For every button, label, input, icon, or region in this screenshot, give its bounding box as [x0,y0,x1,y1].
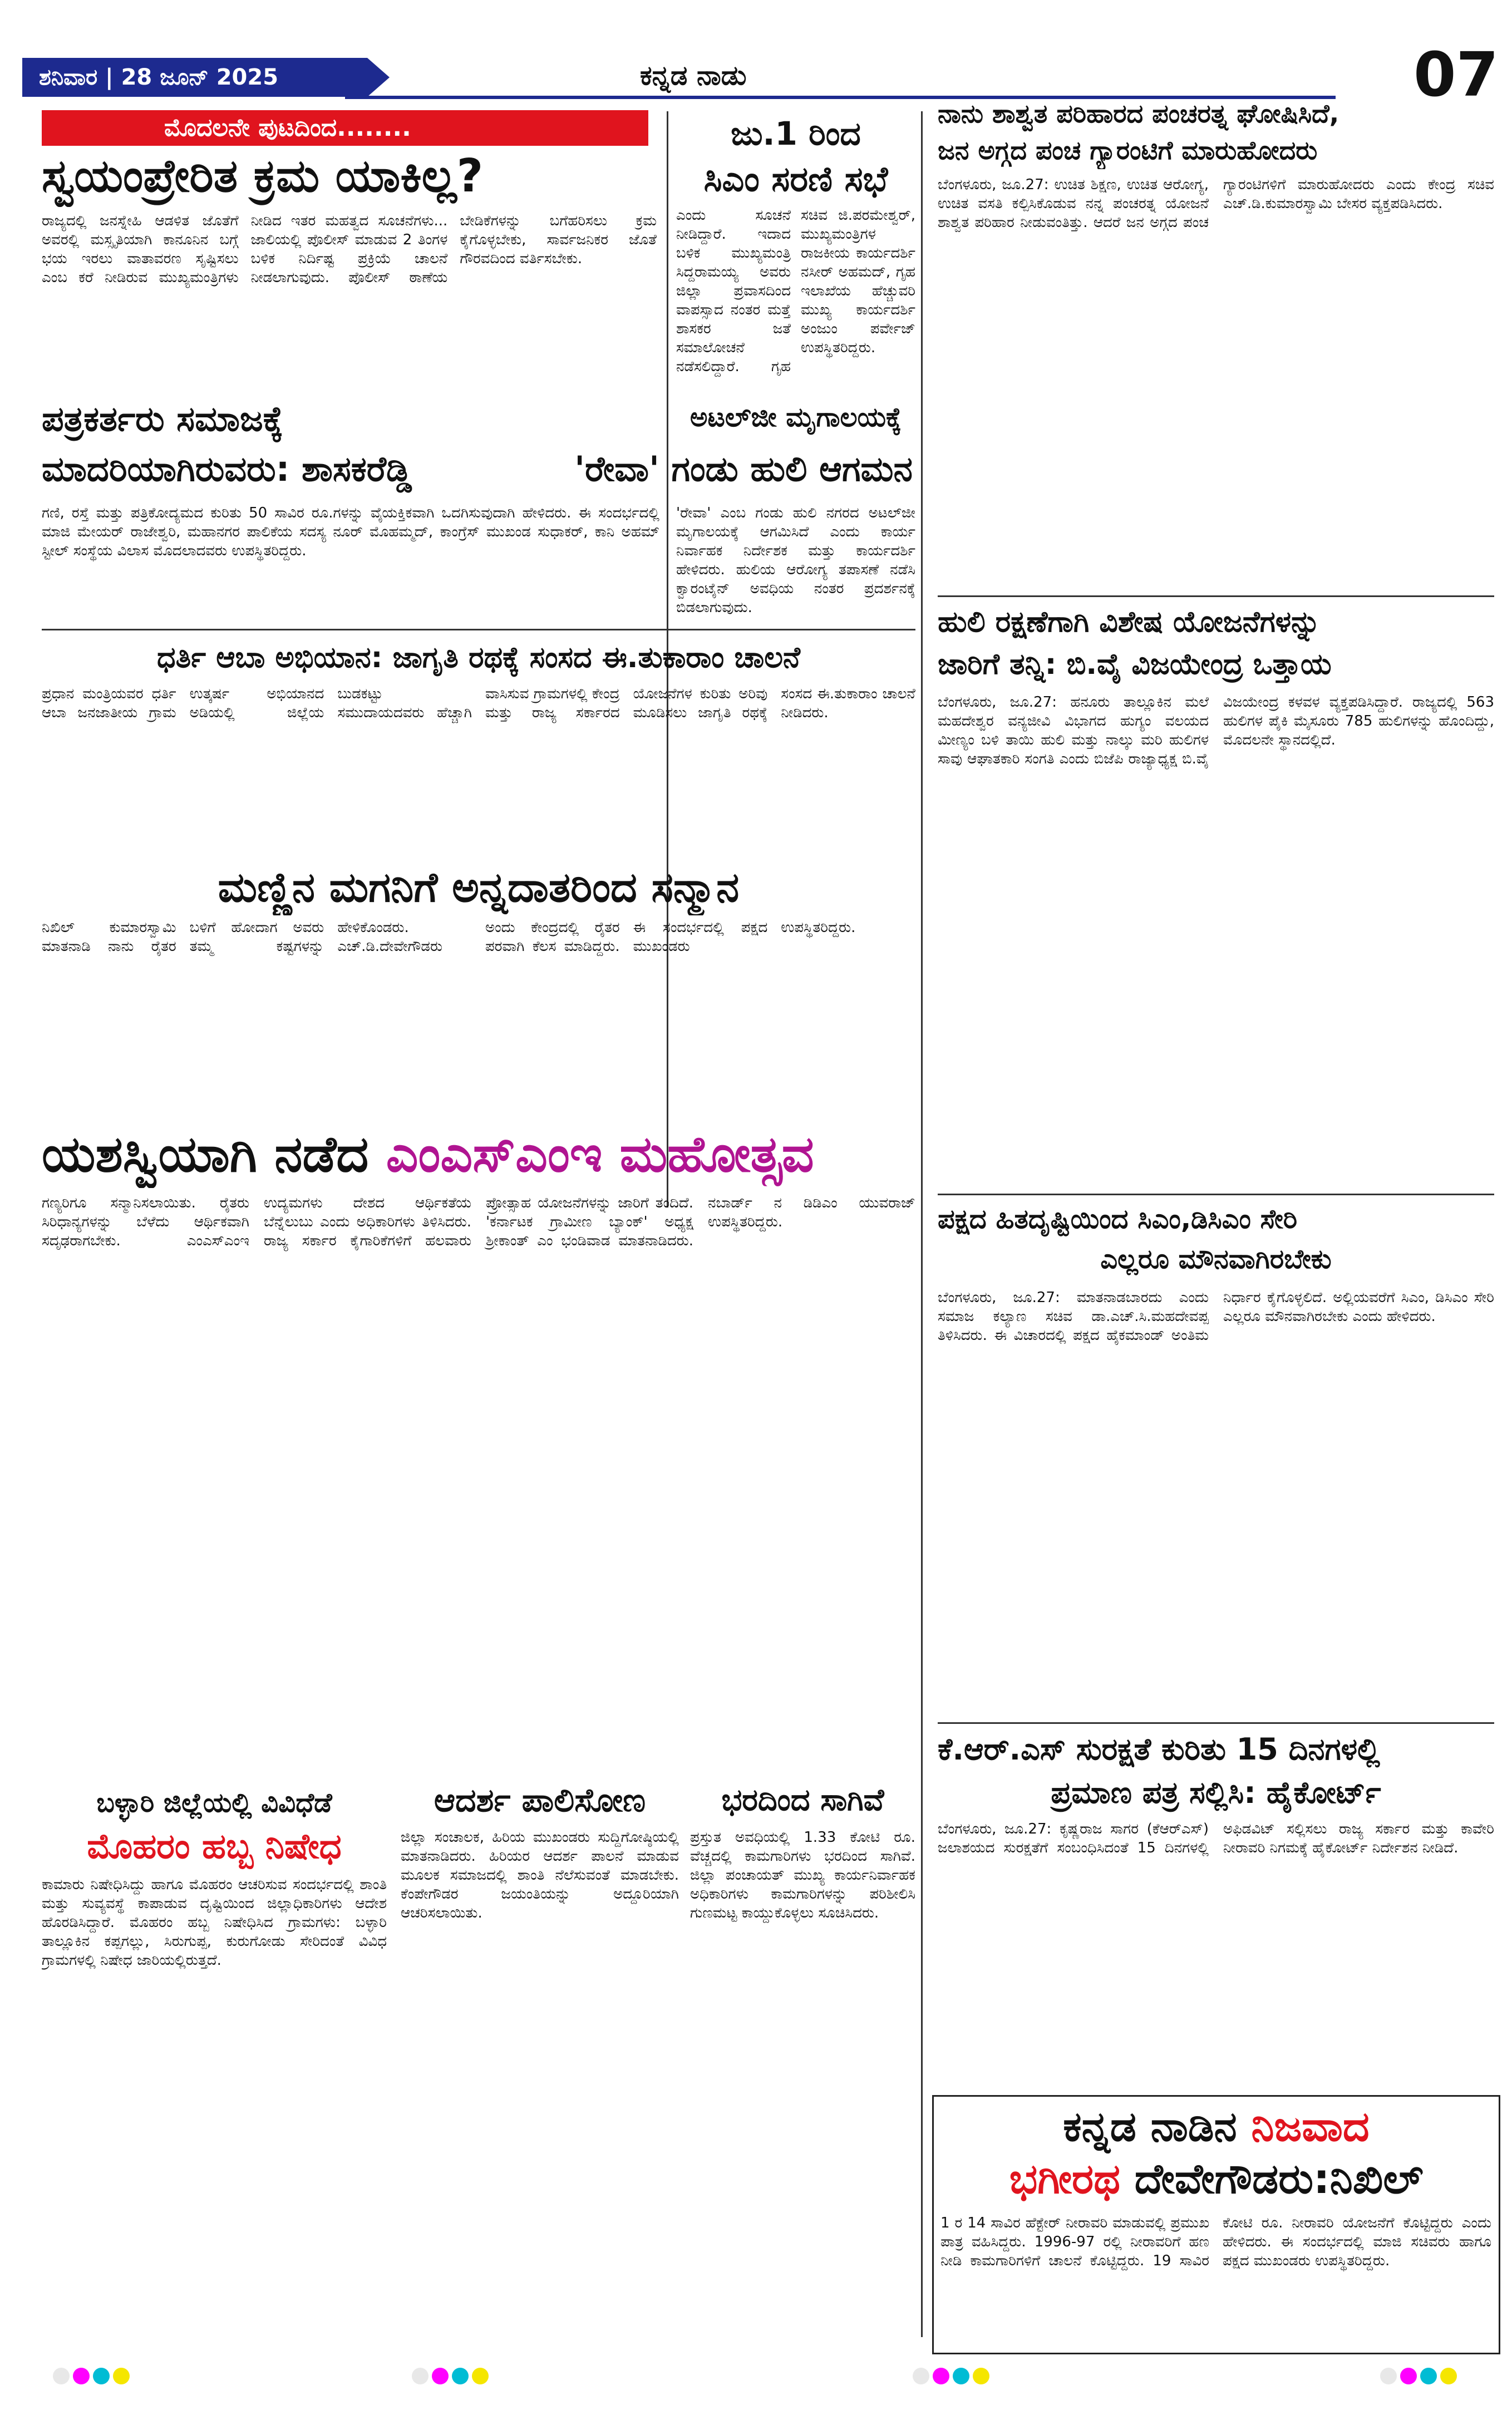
continued-banner: ಮೊದಲನೇ ಪುಟದಿಂದ........ [42,110,648,146]
headline-msme [42,1121,915,1188]
article-body: ನಿಖಿಲ್ ಕುಮಾರಸ್ವಾಮಿ ಮಾತನಾಡಿ ನಾನು ರೈತರ ಬಳಿಗೆ ಹೋದಾಗ ಅವರು ತಮ್ಮ ಕಷ್ಟಗಳನ್ನು ಹೇಳಿಕೊಂಡರು. ಎಚ್.ಡಿ.ದೇವೇಗೌಡರು ಅಂದು ಕೇಂದ್ರದಲ್ಲಿ ರೈತರ ಪರವಾಗಿ ಕೆಲಸ ಮಾಡಿದ್ದರು. ಈ ಸಂದರ್ಭದಲ್ಲಿ ಪಕ್ಷದ ಮುಖಂಡರು ಉಪಸ್ಥಿತರಿದ್ದರು. [42,919,856,955]
headline-tiger-1: ಹುಲಿ ರಕ್ಷಣೆಗಾಗಿ ವಿಶೇಷ ಯೋಜನೆಗಳನ್ನು [938,605,1321,639]
article-dharti-aba [42,684,915,851]
headline-voluntary-action: ಸ್ವಯಂಪ್ರೇರಿತ ಕ್ರಮ ಯಾಕಿಲ್ಲ? [42,150,484,203]
headline-moharram-1: ಬಳ್ಳಾರಿ ಜಿಲ್ಲೆಯಲ್ಲಿ ವಿವಿಧೆಡೆ [96,1787,332,1818]
article-party [938,1288,1494,1717]
headline-msme-part1: ಯಶಸ್ವಿಯಾಗಿ ನಡೆದ [42,1125,386,1184]
headline-journalists-2: ಮಾದರಿಯಾಗಿರುವರು: ಶಾಸಕರೆಡ್ಡಿ [42,449,412,489]
article-msme [42,1194,915,1772]
section-rule [938,595,1494,597]
article-body: 1 ರ 14 ಸಾವಿರ ಹೆಕ್ಟೇರ್ ನೀರಾವರಿ ಮಾಡುವಲ್ಲಿ ಪ್ರಮುಖ ಪಾತ್ರ ವಹಿಸಿದ್ದರು. 1996-97 ರಲ್ಲಿ ನೀರಾವರಿಗೆ ಹಣ ನೀಡಿ ಕಾಮಗಾರಿಗಳಿಗೆ ಚಾಲನೆ ಕೊಟ್ಟಿದ್ದರು. 19 ಸಾವಿರ ಕೋಟಿ ರೂ. ನೀರಾವರಿ ಯೋಜನೆಗೆ ಕೊಟ್ಟಿದ್ದರು ಎಂದು ಹೇಳಿದರು. ಈ ಸಂದರ್ಭದಲ್ಲಿ ಮಾಜಿ ಸಚಿವರು ಹಾಗೂ ಪಕ್ಷದ ಮುಖಂಡರು ಉಪಸ್ಥಿತರಿದ್ದರು. [940,2215,1491,2269]
article-progress [690,1828,915,2345]
article-cm-meeting [676,206,915,384]
article-moharram [42,1875,387,2348]
registration-marks [53,2368,136,2390]
column-divider [921,111,923,2337]
headline-journalists-1: ಪತ್ರಕರ್ತರು ಸಮಾಜಕ್ಕೆ [42,398,283,439]
article-body: ರಾಜ್ಯದಲ್ಲಿ ಜನಸ್ನೇಹಿ ಆಡಳಿತ ಜೊತೆಗೆ ಅವರಲ್ಲಿ ಮಸ್ಸೃತಿಯಾಗಿ ಕಾನೂನಿನ ಬಗ್ಗೆ ಭಯ ಇರಲು ವಾತಾವರಣ ಸೃಷ್ಟಿಸಲು ಎಂಬ ಕರೆ ನೀಡಿರುವ ಮುಖ್ಯಮಂತ್ರಿಗಳು ನೀಡಿದ ಇತರ ಮಹತ್ವದ ಸೂಚನೆಗಳು... ಜಾಲಿಯಲ್ಲಿ ಪೊಲೀಸ್ ಮಾಡುವ 2 ತಿಂಗಳ ಬಳಿಕ ನಿರ್ದಿಷ್ಟ ಪ್ರಕ್ರಿಯೆ ಚಾಲನೆ ನೀಡಲಾಗುವುದು. ಪೊಲೀಸ್ ಠಾಣೆಯ ಬೇಡಿಕೆಗಳನ್ನು ಬಗೆಹರಿಸಲು ಕ್ರಮ ಕೈಗೊಳ್ಳಬೇಕು, ಸಾರ್ವಜನಿಕರ ಜೊತೆ ಗೌರವದಿಂದ ವರ್ತಿಸಬೇಕು. [42,213,657,286]
article-body: ಕಾಮಾರು ನಿಷೇಧಿಸಿದ್ದು ಹಾಗೂ ಮೊಹರಂ ಆಚರಿಸುವ ಸಂದರ್ಭದಲ್ಲಿ ಶಾಂತಿ ಮತ್ತು ಸುವ್ಯವಸ್ಥೆ ಕಾಪಾಡುವ ದೃಷ್ಟಿಯಿಂದ ಜಿಲ್ಲಾಧಿಕಾರಿಗಳು ಆದೇಶ ಹೊರಡಿಸಿದ್ದಾರೆ. ಮೊಹರಂ ಹಬ್ಬ ನಿಷೇಧಿಸಿದ ಗ್ರಾಮಗಳು: ಬಳ್ಳಾರಿ ತಾಲ್ಲೂಕಿನ ಕಪ್ಪಗಲ್ಲು, ಸಿರುಗುಪ್ಪ, ಕುರುಗೋಡು ಸೇರಿದಂತೆ ವಿವಿಧ ಗ್ರಾಮಗಳಲ್ಲಿ ನಿಷೇಧ ಜಾರಿಯಲ್ಲಿರುತ್ತದೆ. [42,1876,387,1969]
registration-marks [412,2368,495,2390]
article-body: ಜಿಲ್ಲಾ ಸಂಚಾಲಕ, ಹಿರಿಯ ಮುಖಂಡರು ಸುದ್ದಿಗೋಷ್ಠಿಯಲ್ಲಿ ಮಾತನಾಡಿದರು. ಹಿರಿಯರ ಆದರ್ಶ ಪಾಲನೆ ಮಾಡುವ ಮೂಲಕ ಸಮಾಜದಲ್ಲಿ ಶಾಂತಿ ನೆಲೆಸುವಂತೆ ಮಾಡಬೇಕು. ಕೆಂಪೇಗೌಡರ ಜಯಂತಿಯನ್ನು ಅದ್ದೂರಿಯಾಗಿ ಆಚರಿಸಲಾಯಿತು. [401,1829,679,1921]
masthead: ಕನ್ನಡ ನಾಡು [640,60,747,91]
headline-dharti-aba: ಧರ್ತಿ ಆಬಾ ಅಭಿಯಾನ: ಜಾಗೃತಿ ರಥಕ್ಕೆ ಸಂಸದ ಈ.ತುಕಾರಾಂ ಚಾಲನೆ [157,641,800,674]
article-journalists [42,504,659,623]
article-nikhil-box [932,2095,1500,2354]
headline-son-of-soil: ಮಣ್ಣಿನ ಮಗನಿಗೆ ಅನ್ನದಾತರಿಂದ ಸನ್ಮಾನ [218,864,740,911]
article-body: ಬೆಂಗಳೂರು, ಜೂ.27: ಹನೂರು ತಾಲ್ಲೂಕಿನ ಮಲೆ ಮಹದೇಶ್ವರ ವನ್ಯಜೀವಿ ವಿಭಾಗದ ಹುಗ್ಯಂ ವಲಯದ ಮೀಣ್ಯಂ ಬಳಿ ತಾಯಿ ಹುಲಿ ಮತ್ತು ನಾಲ್ಕು ಮರಿ ಹುಲಿಗಳ ಸಾವು ಆಘಾತಕಾರಿ ಸಂಗತಿ ಎಂದು ಬಿಜೆಪಿ ರಾಜ್ಯಾಧ್ಯಕ್ಷ ಬಿ.ವೈ ವಿಜಯೇಂದ್ರ ಕಳವಳ ವ್ಯಕ್ತಪಡಿಸಿದ್ದಾರೆ. ರಾಜ್ಯದಲ್ಲಿ 563 ಹುಲಿಗಳ ಪೈಕಿ ಮೈಸೂರು 785 ಹುಲಿಗಳನ್ನು ಹೊಂದಿದ್ದು, ಮೊದಲನೇ ಸ್ಥಾನದಲ್ಲಿದೆ. [938,694,1494,767]
article-body: ಗಣ್ಯರಿಗೂ ಸನ್ಮಾನಿಸಲಾಯಿತು. ರೈತರು ಸಿರಿಧಾನ್ಯಗಳನ್ನು ಬೆಳೆದು ಆರ್ಥಿಕವಾಗಿ ಸದೃಢರಾಗಬೇಕು. ಎಂಎಸ್‌ಎಂಇ ಉದ್ಯಮಗಳು ದೇಶದ ಆರ್ಥಿಕತೆಯ ಬೆನ್ನೆಲುಬು ಎಂದು ಅಧಿಕಾರಿಗಳು ತಿಳಿಸಿದರು. ರಾಜ್ಯ ಸರ್ಕಾರ ಕೈಗಾರಿಕೆಗಳಿಗೆ ಹಲವಾರು ಪ್ರೋತ್ಸಾಹ ಯೋಜನೆಗಳನ್ನು ಜಾರಿಗೆ ತಂದಿದೆ. 'ಕರ್ನಾಟಕ ಗ್ರಾಮೀಣ ಬ್ಯಾಂಕ್' ಅಧ್ಯಕ್ಷ ಶ್ರೀಕಾಂತ್ ಎಂ ಭಂಡಿವಾಡ ಮಾತನಾಡಿದರು. ನಬಾರ್ಡ್ ನ ಡಿಡಿಎಂ ಯುವರಾಜ್ ಉಪಸ್ಥಿತರಿದ್ದರು. [42,1195,915,1249]
article-body: ಬೆಂಗಳೂರು, ಜೂ.27: ಉಚಿತ ಶಿಕ್ಷಣ, ಉಚಿತ ಆರೋಗ್ಯ, ಉಚಿತ ವಸತಿ ಕಲ್ಪಿಸಿಕೊಡುವ ನನ್ನ ಪಂಚರತ್ನ ಯೋಜನೆ ಶಾಶ್ವತ ಪರಿಹಾರ ನೀಡುವಂತಿತ್ತು. ಆದರೆ ಜನ ಅಗ್ಗದ ಪಂಚ ಗ್ಯಾರಂಟಿಗಳಿಗೆ ಮಾರುಹೋದರು ಎಂದು ಕೇಂದ್ರ ಸಚಿವ ಎಚ್.ಡಿ.ಕುಮಾರಸ್ವಾಮಿ ಬೇಸರ ವ್ಯಕ್ತಪಡಿಸಿದರು. [938,176,1494,231]
headline-nikhil-2a: ಭಗೀರಥ [1009,2155,1135,2203]
article-voluntary-action [42,211,657,384]
article-nikhil [940,2214,1491,2347]
headline-ideal: ಆದರ್ಶ ಪಾಲಿಸೋಣ [434,1781,646,1819]
headline-party-2: ಎಲ್ಲರೂ ಮೌನವಾಗಿರಬೇಕು [1100,1244,1332,1275]
section-rule [938,1194,1494,1195]
headline-nikhil-2 [934,2152,1499,2206]
article-body: ಎಂದು ಸೂಚನೆ ನೀಡಿದ್ದಾರೆ. ಇದಾದ ಬಳಿಕ ಮುಖ್ಯಮಂತ್ರಿ ಸಿದ್ದರಾಮಯ್ಯ ಅವರು ಜಿಲ್ಲಾ ಪ್ರವಾಸದಿಂದ ವಾಪಸ್ಸಾದ ನಂತರ ಮತ್ತೆ ಶಾಸಕರ ಜತೆ ಸಮಾಲೋಚನೆ ನಡೆಸಲಿದ್ದಾರೆ. ಗೃಹ ಸಚಿವ ಜಿ.ಪರಮೇಶ್ವರ್, ಮುಖ್ಯಮಂತ್ರಿಗಳ ರಾಜಕೀಯ ಕಾರ್ಯದರ್ಶಿ ನಸೀರ್ ಅಹಮದ್, ಗೃಹ ಇಲಾಖೆಯ ಹೆಚ್ಚುವರಿ ಮುಖ್ಯ ಕಾರ್ಯದರ್ಶಿ ಅಂಜುಂ ಪರ್ವೇಜ್ ಉಪಸ್ಥಿತರಿದ್ದರು. [676,207,915,375]
headline-zoo-1: ಅಟಲ್‌ಜೀ ಮೃಗಾಲಯಕ್ಕೆ [689,402,902,433]
headline-progress: ಭರದಿಂದ ಸಾಗಿವೆ [721,1782,884,1817]
article-zoo [676,504,915,623]
registration-marks [913,2368,996,2390]
headline-krs-2: ಪ್ರಮಾಣ ಪತ್ರ ಸಲ್ಲಿಸಿ: ಹೈಕೋರ್ಟ್ [1051,1775,1381,1810]
article-body: ಪ್ರಸ್ತುತ ಅವಧಿಯಲ್ಲಿ 1.33 ಕೋಟಿ ರೂ. ವೆಚ್ಚದಲ್ಲಿ ಕಾಮಗಾರಿಗಳು ಭರದಿಂದ ಸಾಗಿವೆ. ಜಿಲ್ಲಾ ಪಂಚಾಯತ್ ಮುಖ್ಯ ಕಾರ್ಯನಿರ್ವಾಹಕ ಅಧಿಕಾರಿಗಳು ಕಾಮಗಾರಿಗಳನ್ನು ಪರಿಶೀಲಿಸಿ ಗುಣಮಟ್ಟ ಕಾಯ್ದುಕೊಳ್ಳಲು ಸೂಚಿಸಿದರು. [690,1829,915,1921]
article-body: ಬೆಂಗಳೂರು, ಜೂ.27: ಮಾತನಾಡಬಾರದು ಎಂದು ಸಮಾಜ ಕಲ್ಯಾಣ ಸಚಿವ ಡಾ.ಎಚ್.ಸಿ.ಮಹದೇವಪ್ಪ ತಿಳಿಸಿದರು. ಈ ವಿಚಾರದಲ್ಲಿ ಪಕ್ಷದ ಹೈಕಮಾಂಡ್ ಅಂತಿಮ ನಿರ್ಧಾರ ಕೈಗೊಳ್ಳಲಿದೆ. ಅಲ್ಲಿಯವರೆಗೆ ಸಿಎಂ, ಡಿಸಿಎಂ ಸೇರಿ ಎಲ್ಲರೂ ಮೌನವಾಗಿರಬೇಕು ಎಂದು ಹೇಳಿದರು. [938,1289,1494,1344]
section-rule [938,1722,1494,1724]
headline-msme-part2: ಎಂಎಸ್‌ಎಂಇ ಮಹೋತ್ಸವ [386,1125,814,1184]
headline-nikhil-1 [934,2100,1499,2153]
registration-marks [1380,2368,1464,2390]
headline-moharram-2: ಮೊಹರಂ ಹಬ್ಬ ನಿಷೇಧ [87,1826,342,1866]
headline-zoo-2: 'ರೇವಾ' ಗಂಡು ಹುಲಿ ಆಗಮನ [574,449,913,489]
headline-krs-1: ಕೆ.ಆರ್.ಎಸ್ ಸುರಕ್ಷತೆ ಕುರಿತು 15 ದಿನಗಳಲ್ಲಿ [938,1732,1380,1767]
headline-cm-meeting: ಸಿಎಂ ಸರಣಿ ಸಭೆ [703,159,888,199]
article-krs [938,1820,1494,2081]
article-body: 'ರೇವಾ' ಎಂಬ ಗಂಡು ಹುಲಿ ನಗರದ ಅಟಲ್‌ಜೀ ಮೃಗಾಲಯಕ್ಕೆ ಆಗಮಿಸಿದೆ ಎಂದು ಕಾರ್ಯ ನಿರ್ವಾಹಕ ನಿರ್ದೇಶಕ ಮತ್ತು ಕಾರ್ಯದರ್ಶಿ ಹೇಳಿದರು. ಹುಲಿಯ ಆರೋಗ್ಯ ತಪಾಸಣೆ ನಡೆಸಿ ಕ್ವಾರಂಟೈನ್ ಅವಧಿಯ ನಂತರ ಪ್ರದರ್ಶನಕ್ಕೆ ಬಿಡಲಾಗುವುದು. [676,505,915,616]
article-pancharatna [938,175,1494,587]
article-body: ಪ್ರಧಾನ ಮಂತ್ರಿಯವರ ಧರ್ತಿ ಆಬಾ ಜನಜಾತೀಯ ಗ್ರಾಮ ಉತ್ಕರ್ಷ ಅಭಿಯಾನದ ಅಡಿಯಲ್ಲಿ ಜಿಲ್ಲೆಯ ಬುಡಕಟ್ಟು ಸಮುದಾಯದವರು ಹೆಚ್ಚಾಗಿ ವಾಸಿಸುವ ಗ್ರಾಮಗಳಲ್ಲಿ ಕೇಂದ್ರ ಮತ್ತು ರಾಜ್ಯ ಸರ್ಕಾರದ ಯೋಜನೆಗಳ ಕುರಿತು ಅರಿವು ಮೂಡಿಸಲು ಜಾಗೃತಿ ರಥಕ್ಕೆ ಸಂಸದ ಈ.ತುಕಾರಾಂ ಚಾಲನೆ ನೀಡಿದರು. [42,686,915,721]
page-number: 07 [1414,39,1499,110]
section-rule [42,629,915,630]
headline-tiger-2: ಜಾರಿಗೆ ತನ್ನಿ: ಬಿ.ವೈ ವಿಜಯೇಂದ್ರ ಒತ್ತಾಯ [938,648,1332,681]
headline-nikhil-1a: ಕನ್ನಡ ನಾಡಿನ [1063,2103,1252,2151]
headline-nikhil-2b: ದೇವೇಗೌಡರು:ನಿಖಿಲ್ [1134,2155,1424,2203]
article-tiger [938,693,1494,1185]
page-header [0,0,1512,110]
article-body: ಬೆಂಗಳೂರು, ಜೂ.27: ಕೃಷ್ಣರಾಜ ಸಾಗರ (ಕೆಆರ್‌ಎಸ್) ಜಲಾಶಯದ ಸುರಕ್ಷತೆಗೆ ಸಂಬಂಧಿಸಿದಂತೆ 15 ದಿನಗಳಲ್ಲಿ ಅಫಿಡವಿಟ್ ಸಲ್ಲಿಸಲು ರಾಜ್ಯ ಸರ್ಕಾರ ಮತ್ತು ಕಾವೇರಿ ನೀರಾವರಿ ನಿಗಮಕ್ಕೆ ಹೈಕೋರ್ಟ್ ನಿರ್ದೇಶನ ನೀಡಿದೆ. [938,1821,1494,1856]
headline-party-1: ಪಕ್ಷದ ಹಿತದೃಷ್ಟಿಯಿಂದ ಸಿಎಂ,ಡಿಸಿಎಂ ಸೇರಿ [938,1204,1298,1235]
kicker-july1: ಜು.1 ರಿಂದ [731,115,861,152]
headline-pancharatna-2: ಜನ ಅಗ್ಗದ ಪಂಚ ಗ್ಯಾರಂಟಿಗೆ ಮಾರುಹೋದರು [938,135,1318,165]
headline-nikhil-1b: ನಿಜವಾದ [1251,2103,1370,2151]
article-body: ಗಣಿ, ರಸ್ತೆ ಮತ್ತು ಪತ್ರಿಕೋದ್ಯಮದ ಕುರಿತು 50 ಸಾವಿರ ರೂ.ಗಳನ್ನು ವೈಯಕ್ತಿಕವಾಗಿ ಒದಗಿಸುವುದಾಗಿ ಹೇಳಿದರು. ಈ ಸಂದರ್ಭದಲ್ಲಿ ಮಾಜಿ ಮೇಯರ್ ರಾಜೇಶ್ವರಿ, ಮಹಾನಗರ ಪಾಲಿಕೆಯ ಸದಸ್ಯ ನೂರ್ ಮೊಹಮ್ಮದ್, ಕಾಂಗ್ರೆಸ್ ಮುಖಂಡ ಸುಧಾಕರ್, ಕಾನಿ ಅಹಮ್ ಸ್ಟೀಲ್ ಸಂಸ್ಥೆಯ ವಿಲಾಸ ಮೊದಲಾದವರು ಉಪಸ್ಥಿತರಿದ್ದರು. [42,505,659,559]
article-ideal [401,1828,679,2345]
date-label: ಶನಿವಾರ | 28 ಜೂನ್ 2025 [22,58,367,97]
article-son-of-soil [42,918,915,1113]
headline-pancharatna-1: ನಾನು ಶಾಶ್ವತ ಪರಿಹಾರದ ಪಂಚರತ್ನ ಘೋಷಿಸಿದೆ, [938,98,1339,129]
